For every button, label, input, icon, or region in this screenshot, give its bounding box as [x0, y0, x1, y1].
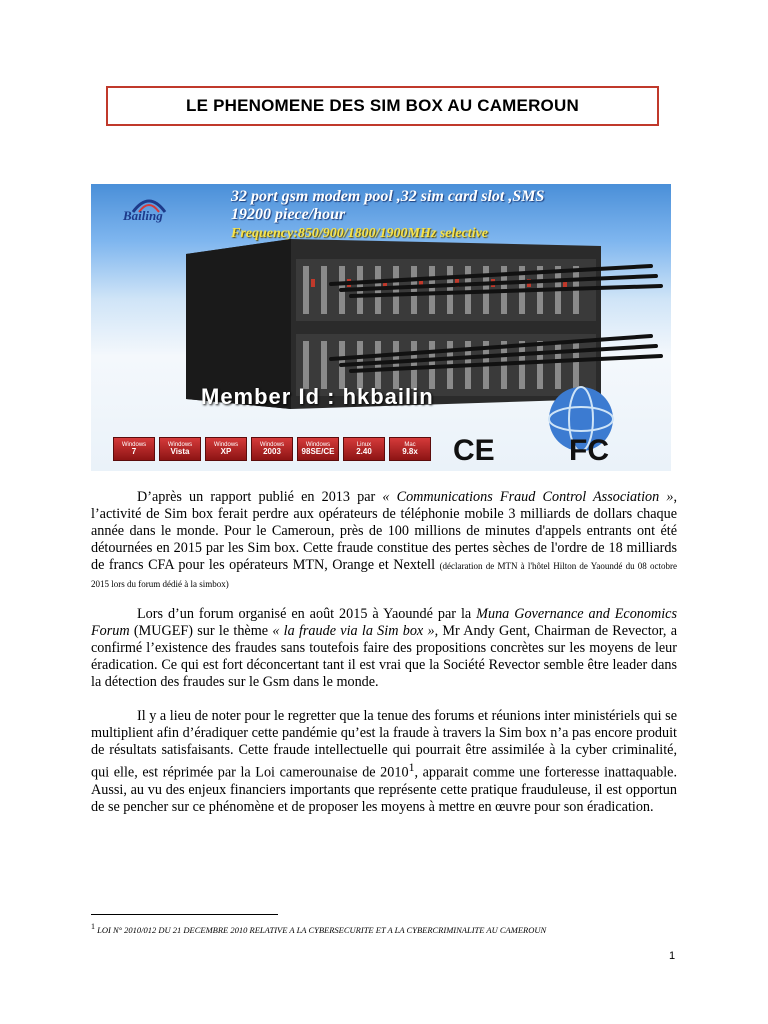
page-number: 1	[669, 950, 676, 962]
banner-line-1: 32 port gsm modem pool ,32 sim card slot ,SMS	[231, 188, 545, 205]
sim-box-photo	[91, 184, 671, 471]
os-badge: Windows 2003	[251, 437, 293, 461]
paragraph-3: Il y a lieu de noter pour le regretter que la tenue des forums et réunions inter ministériels qui se multiplient afin d’éradiquer cette pandémie qu’est la fraude à travers la Sim box n’a pas encore produit de résultats satisfaisants. Cette fraude intellectuelle qui pourrait être assimilée à la cyber criminalité, qui elle, est réprimée par la Loi camerounaise de 2010$^1$, apparait comme une forteresse inattaquable. Aussi, au vu des enjeux financiers importants que représente cette pratique frauduleuse, il est opportun de se pencher sur ce phénomène et de proposer les moyens à mettre en œuvre pour son éradication.	[91, 708, 677, 815]
os-badge: Windows 7	[113, 437, 155, 461]
paragraph-1: D’après un rapport publié en 2013 par « Communications Fraud Control Association », l’activité de Sim box ferait perdre aux opérateurs de téléphonie mobile 3 milliards de dollars chaque année dans le monde. Pour le Cameroun, près de 100 millions de minutes d'appels entrants ont été détournées en 2015 par les Sim box. Cette fraude constitue des pertes sèches de l'ordre de 18 milliards de francs CFA pour les opérateurs MTN, Orange et Nextell (déclaration de MTN à l'hôtel Hilton de Yaoundé du 08 octobre 2015 lors du forum dédié à la simbox)	[91, 489, 678, 589]
brand-name: Bailing	[123, 208, 163, 223]
mtn-declaration-note: (déclaration de MTN à l'hôtel Hilton de Yaoundé du 08 octobre 2015 lors du forum dédié à la simbox)	[91, 561, 677, 589]
footnote-separator	[91, 914, 278, 915]
footnote-text: LOI N° 2010/012 DU 21 DECEMBRE 2010 RELATIVE A LA CYBERSECURITE ET A LA CYBERCRIMINALITE AU CAMEROUN	[97, 924, 547, 935]
modem-pool-device	[91, 184, 671, 471]
banner-line-3: Frequency:850/900/1800/1900MHz selective	[231, 226, 489, 241]
os-badge: Windows Vista	[159, 437, 201, 461]
fcc-mark: FC	[569, 434, 609, 467]
footnote	[91, 922, 546, 935]
footnote-reference: 1	[408, 760, 415, 774]
os-badge: Linux 2.40	[343, 437, 385, 461]
os-badges	[113, 437, 431, 461]
banner-line-2: 19200 piece/hour	[231, 206, 346, 223]
os-badge: Windows XP	[205, 437, 247, 461]
os-badge: Windows 98SE/CE	[297, 437, 339, 461]
ce-mark: CE	[453, 434, 495, 467]
footnote-marker: 1	[91, 922, 95, 931]
title-box	[106, 86, 659, 126]
document-title: LE PHENOMENE DES SIM BOX AU CAMEROUN	[186, 96, 579, 115]
member-id-watermark: Member Id : hkbailin	[201, 384, 434, 409]
paragraph-2: Lors d’un forum organisé en août 2015 à Yaoundé par la Muna Governance and Economics Forum (MUGEF) sur le thème « la fraude via la Sim box », Mr Andy Gent, Chairman de Revector, a confirmé l’existence des fraudes sans toutefois faire des propositions concrètes sur les moyens de leur éradication. Ce qui est fort déconcertant tant il est vrai que la Société Revector semble être leader dans la détection des fraudes sur le Gsm dans le monde.	[91, 606, 678, 690]
os-badge: Mac 9.8x	[389, 437, 431, 461]
